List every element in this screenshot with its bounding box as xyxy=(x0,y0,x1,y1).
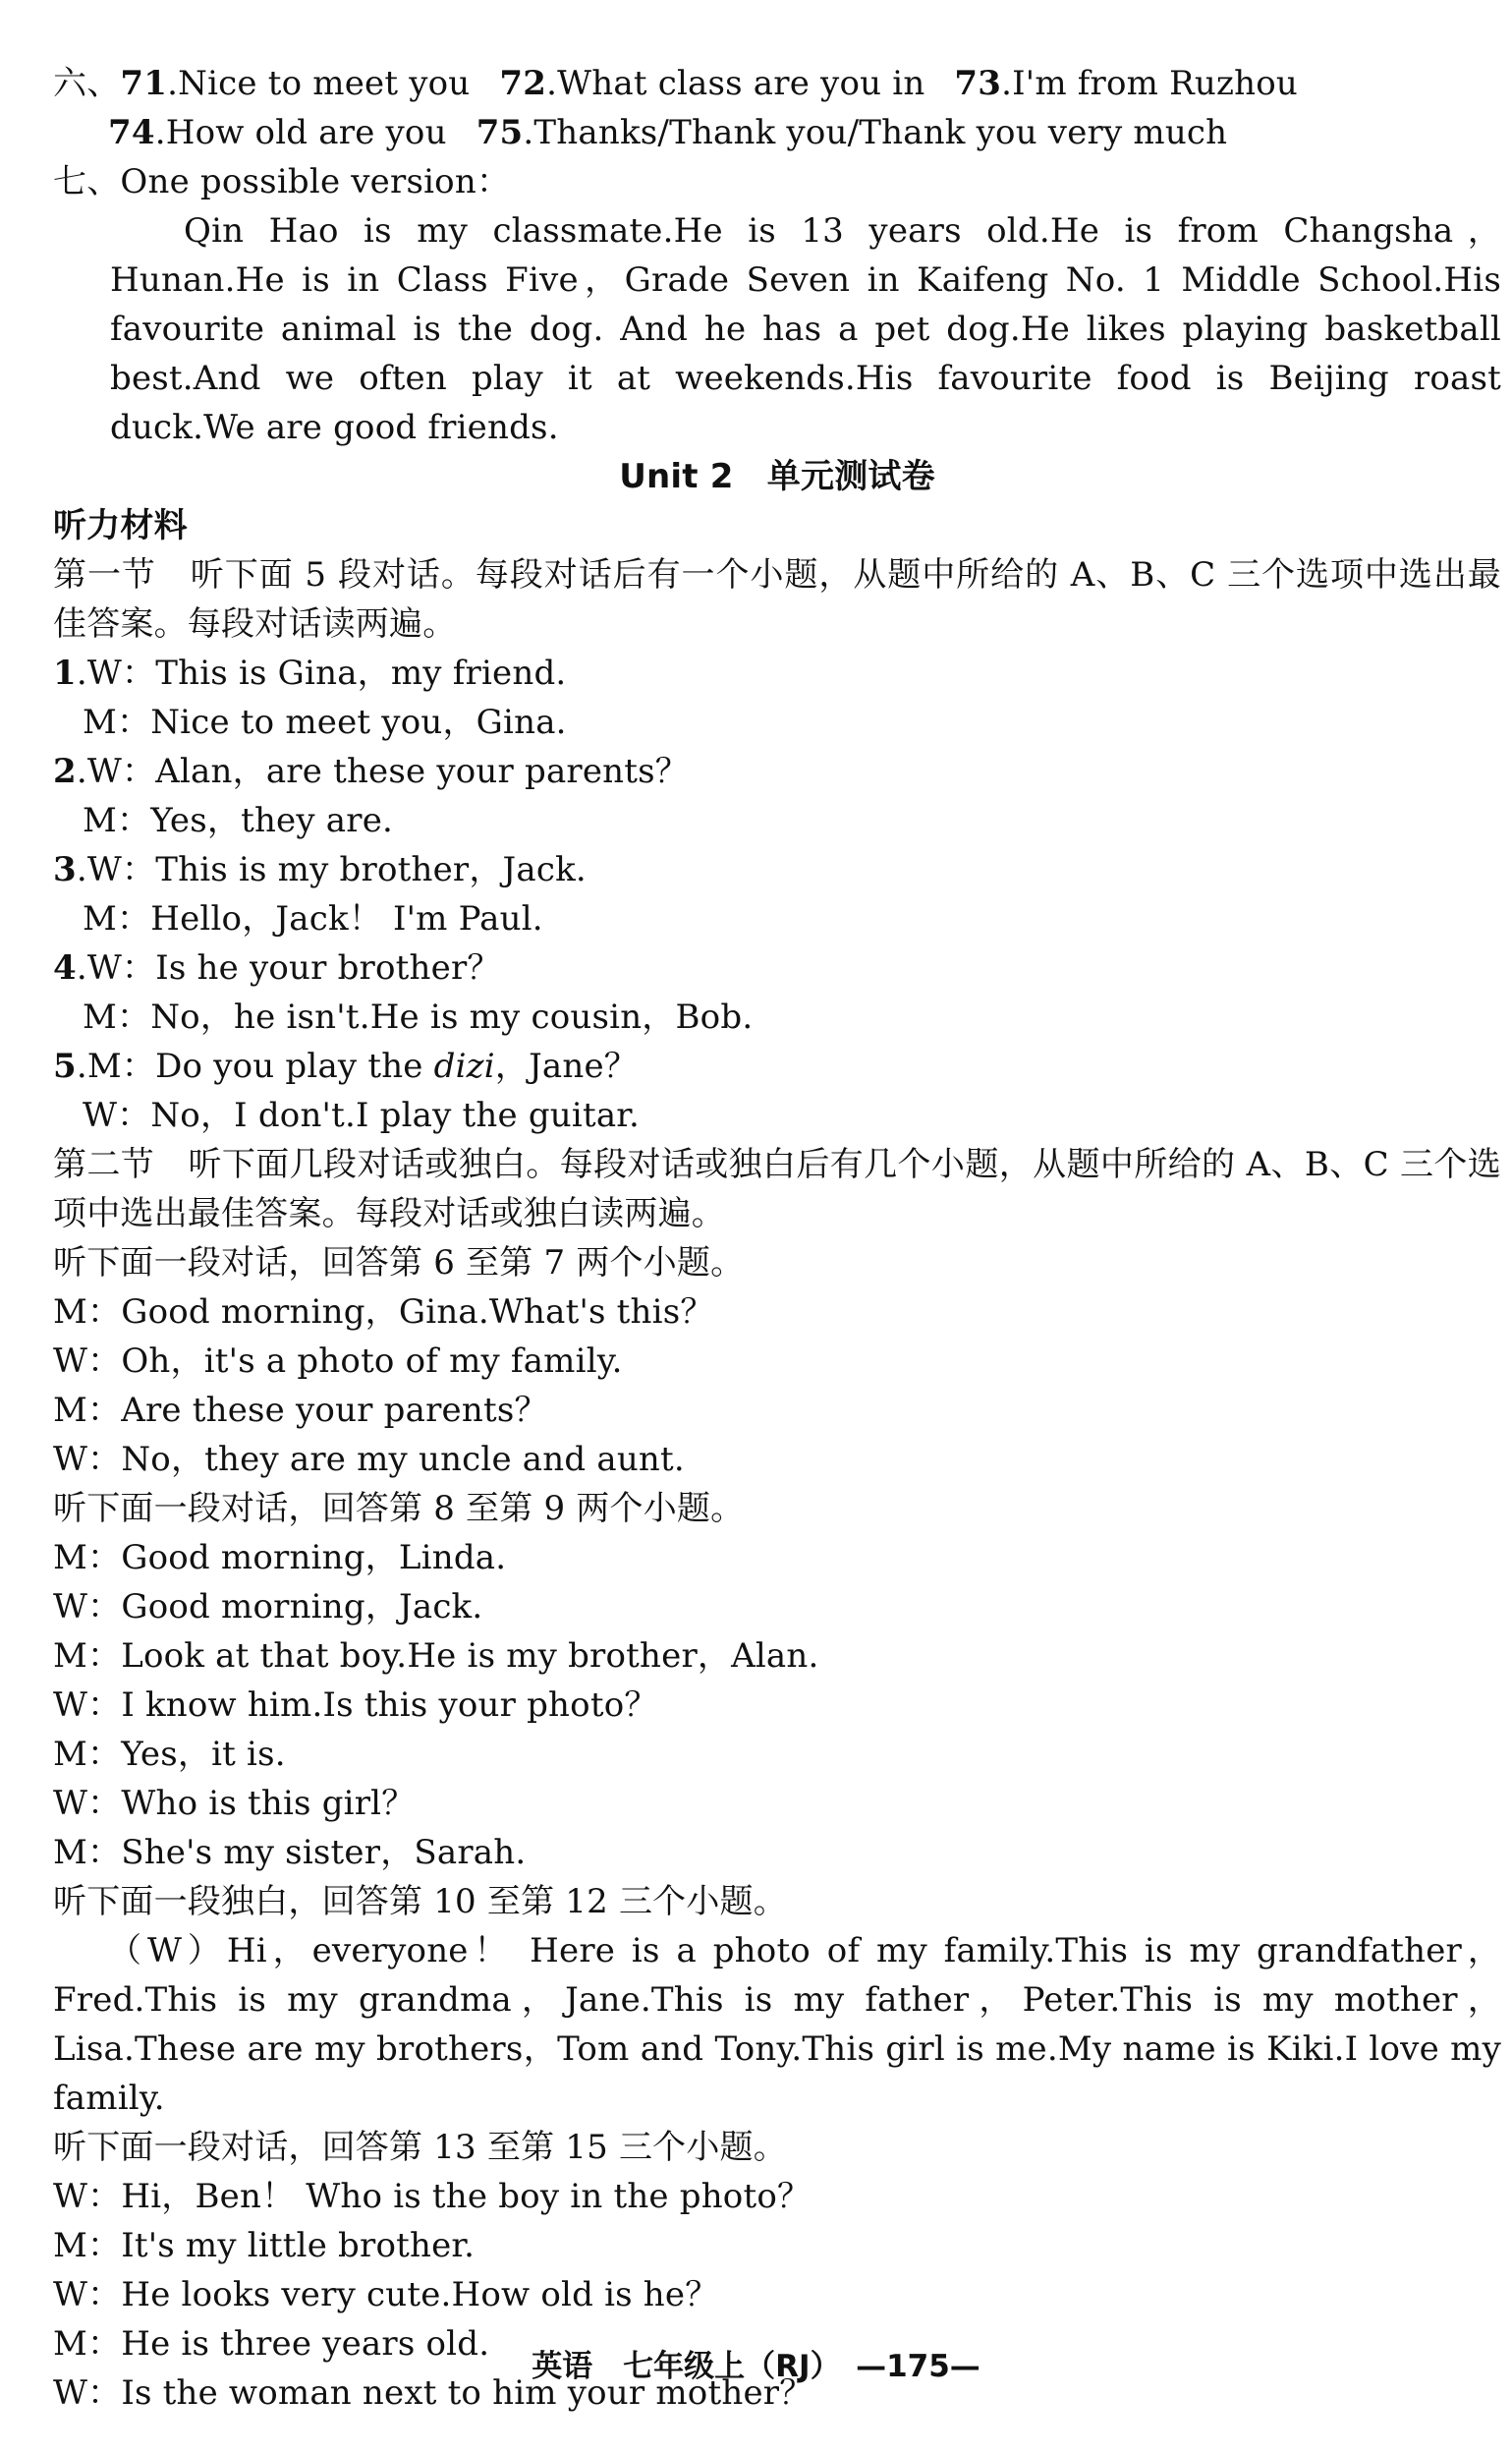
item-number: 71 xyxy=(120,64,168,103)
dialogue-line: M：She's my sister，Sarah. xyxy=(53,1833,527,1872)
dialogue-text: Alan，are these your parents？ xyxy=(155,752,689,791)
dialogue-line: M：Good morning，Linda. xyxy=(53,1538,507,1577)
dialogue-line: W：I know him.Is this your photo？ xyxy=(53,1685,658,1725)
speaker: W： xyxy=(83,1096,151,1135)
dialogue-text: No，he isn't.He is my cousin，Bob. xyxy=(150,998,754,1037)
item-number: 72 xyxy=(499,64,547,103)
section6-label: 六、 xyxy=(53,64,121,103)
item-number: 74 xyxy=(108,113,155,152)
dialogue-line: W：Good morning，Jack. xyxy=(53,1587,483,1626)
dialogue-text: ，Jane？ xyxy=(494,1047,638,1086)
dialogue-line: W：No，they are my uncle and aunt. xyxy=(53,1440,685,1479)
speaker: M： xyxy=(86,1047,156,1086)
dialogue-line: M：Are these your parents？ xyxy=(53,1391,548,1430)
dialogue-text: Is he your brother？ xyxy=(155,948,501,988)
dialogue-line: 4.W：Is he your brother？ xyxy=(53,948,501,988)
dialogue-number: 1 xyxy=(53,654,77,693)
dialogue-line: W：Is the woman next to him your mother？ xyxy=(53,2373,813,2413)
group-intro: 听下面一段对话，回答第 8 至第 9 两个小题。 xyxy=(53,1489,745,1528)
speaker: M： xyxy=(83,998,151,1037)
dialogue-line: M：Look at that boy.He is my brother，Alan. xyxy=(53,1636,819,1676)
part1-instruction: 第一节 听下面 5 段对话。每段对话后有一个小题，从题中所给的 A、B、C 三个选项中选出最佳答案。每段对话读两遍。 xyxy=(53,555,1501,644)
dialogue-number: 2 xyxy=(53,752,77,791)
dialogue-line: W：Oh，it's a photo of my family. xyxy=(53,1341,623,1381)
dialogue-text: No，I don't.I play the guitar. xyxy=(150,1096,641,1135)
dialogue-line xyxy=(53,993,1501,1042)
dialogue-line: 1.W：This is Gina，my friend. xyxy=(53,654,567,693)
dialogue-line xyxy=(53,796,1501,845)
item-answer: .Thanks/Thank you/Thank you very much xyxy=(523,113,1228,152)
section6-row1 xyxy=(53,59,1501,108)
item-answer: .Nice to meet you xyxy=(167,64,471,103)
speaker: M： xyxy=(83,703,151,742)
dialogue-number: 4 xyxy=(53,948,77,988)
section7-passage: Qin Hao is my classmate.He is 13 years old.He is from Changsha，Hunan.He is in Class Five，Grade Seven in Kaifeng No. 1 Middle School.His favourite animal is the dog. And he has a pet dog.He likes playing basketball best.And we often play it at weekends.His favourite food is Beijing roast duck.We are good friends. xyxy=(110,211,1501,447)
dialogue-text: Hello，Jack！ I'm Paul. xyxy=(150,899,543,939)
dialogue-line: W：Hi，Ben！ Who is the boy in the photo？ xyxy=(53,2177,812,2216)
item-number: 73 xyxy=(954,64,1002,103)
unit-title: Unit 2 单元测试卷 xyxy=(619,457,935,496)
dialogue-line: M：It's my little brother. xyxy=(53,2226,476,2265)
document-page xyxy=(53,59,1501,2418)
group-intro: 听下面一段独白，回答第 10 至第 12 三个小题。 xyxy=(53,1882,787,1921)
dialogue-text: This is my brother，Jack. xyxy=(155,850,587,889)
section7-label: 七、One possible version： xyxy=(53,162,511,201)
dialogue-line xyxy=(53,1091,1501,1140)
dialogue-text: Yes，they are. xyxy=(150,801,394,840)
speaker: W： xyxy=(86,654,156,693)
dialogue-line xyxy=(53,894,1501,943)
item-answer: .I'm from Ruzhou xyxy=(1001,64,1299,103)
speaker: W： xyxy=(86,752,156,791)
dialogue-text: Nice to meet you，Gina. xyxy=(150,703,567,742)
dialogue-line: 3.W：This is my brother，Jack. xyxy=(53,850,587,889)
dialogue-text-italic: dizi xyxy=(433,1047,495,1086)
listening-heading: 听力材料 xyxy=(53,506,188,545)
group-intro: 听下面一段对话，回答第 13 至第 15 三个小题。 xyxy=(53,2128,787,2167)
section6-row2 xyxy=(53,108,1501,157)
dialogue-line: W：He looks very cute.How old is he？ xyxy=(53,2275,719,2314)
speaker: W： xyxy=(86,948,156,988)
monologue: （W）Hi，everyone！ Here is a photo of my family.This is my grandfather，Fred.This is my grandma，Jane.This is my father，Peter.This is my mother，Lisa.These are my brothers，Tom and Tony.This girl is me.My name is Kiki.I love my family. xyxy=(53,1931,1501,2118)
speaker: M： xyxy=(83,899,151,939)
dialogue-line xyxy=(53,698,1501,747)
dialogue-number: 3 xyxy=(53,850,77,889)
dialogue-line: 5.M：Do you play the dizi，Jane？ xyxy=(53,1047,638,1086)
item-answer: .How old are you xyxy=(154,113,447,152)
page-footer: 英语 七年级上（RJ） —175— xyxy=(532,2349,980,2384)
item-answer: .What class are you in xyxy=(546,64,925,103)
speaker: M： xyxy=(83,801,151,840)
dialogue-line: M：Good morning，Gina.What's this？ xyxy=(53,1292,714,1332)
dialogue-number: 5 xyxy=(53,1047,77,1086)
dialogue-text: Do you play the xyxy=(155,1047,434,1086)
dialogue-line: 2.W：Alan，are these your parents？ xyxy=(53,752,689,791)
item-number: 75 xyxy=(476,113,524,152)
group-intro: 听下面一段对话，回答第 6 至第 7 两个小题。 xyxy=(53,1243,745,1283)
dialogue-text: This is Gina，my friend. xyxy=(155,654,567,693)
dialogue-line: W：Who is this girl？ xyxy=(53,1784,416,1823)
dialogue-line: M：He is three years old. xyxy=(53,2324,490,2364)
dialogue-line: M：Yes，it is. xyxy=(53,1735,286,1774)
speaker: W： xyxy=(86,850,156,889)
part2-instruction: 第二节 听下面几段对话或独白。每段对话或独白后有几个小题，从题中所给的 A、B、C 三个选项中选出最佳答案。每段对话或独白读两遍。 xyxy=(53,1145,1501,1233)
